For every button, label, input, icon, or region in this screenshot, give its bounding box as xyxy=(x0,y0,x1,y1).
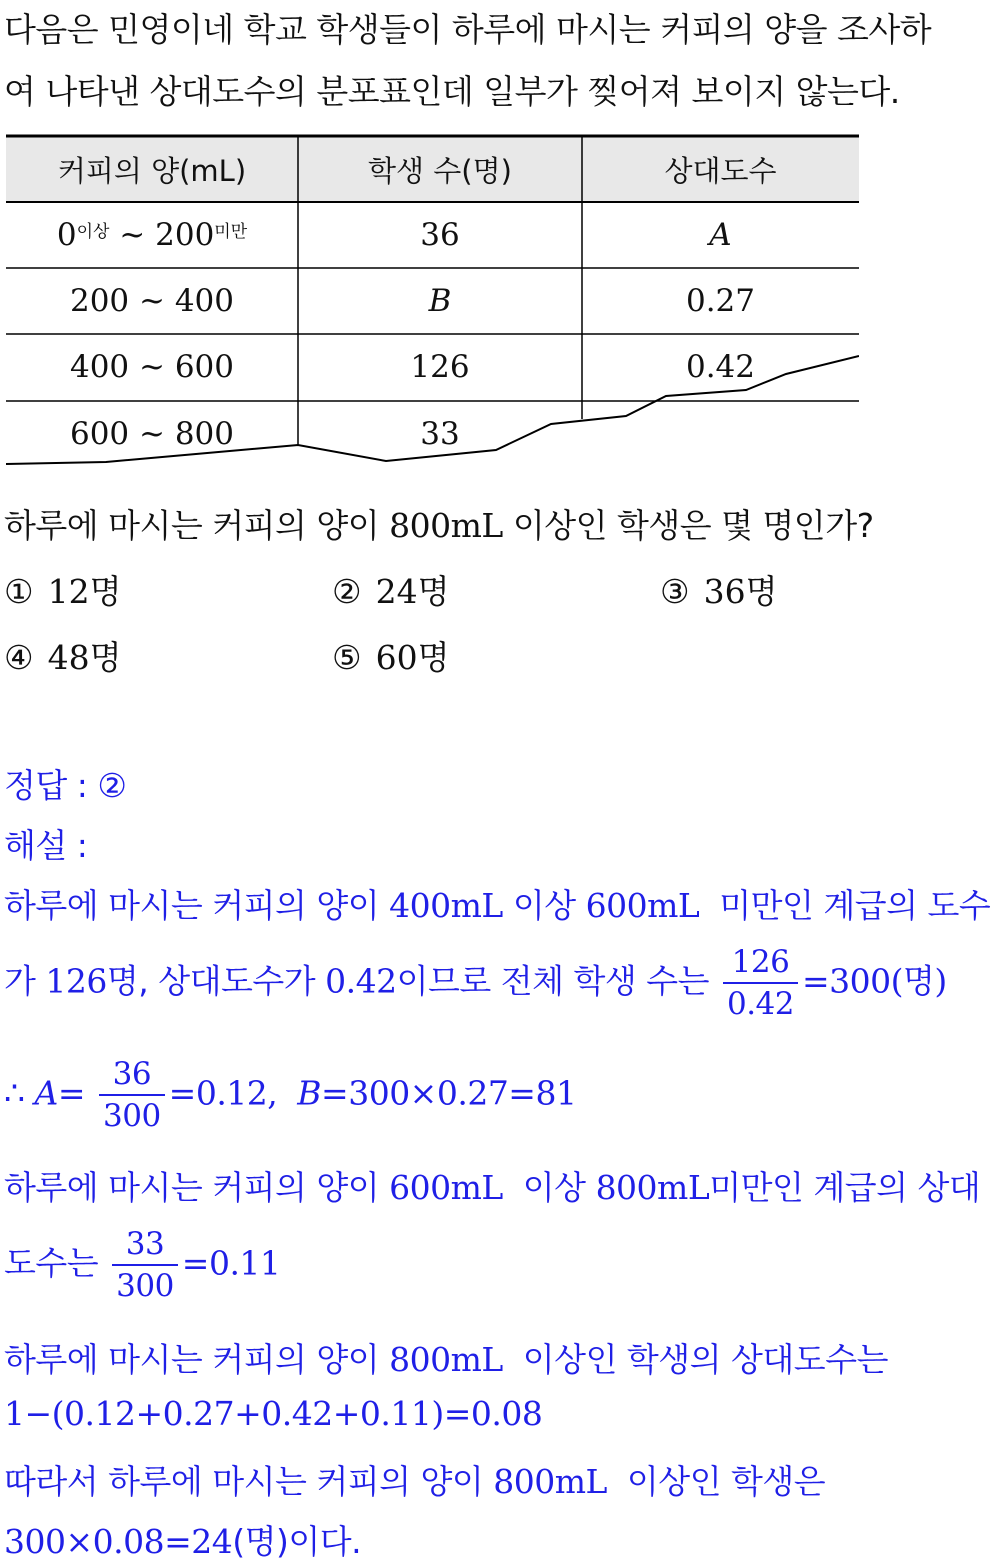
solution-math: 400mL xyxy=(389,886,503,925)
choice-number: ③ xyxy=(660,572,690,611)
fraction-denominator: 0.42 xyxy=(726,986,795,1022)
fraction-numerator: 33 xyxy=(125,1226,165,1262)
question-value: 800mL xyxy=(389,506,503,545)
solution-math: 126 xyxy=(45,961,107,1001)
choice-1[interactable] xyxy=(4,566,121,613)
range-low-suffix: 이상 xyxy=(76,221,110,242)
range-high: 200 xyxy=(155,217,215,253)
fraction-denominator: 300 xyxy=(116,1268,174,1304)
fraction-total xyxy=(723,942,798,1024)
solution-math: 800mL xyxy=(595,1168,710,1207)
solution-math: 300×0.08=24 xyxy=(4,1522,233,1561)
choice-4[interactable] xyxy=(4,632,121,679)
row-2-range: 200 ~ 400 xyxy=(69,283,235,319)
solution-text: 도수는 xyxy=(4,1243,109,1283)
question-text xyxy=(4,500,874,547)
row-1-count: 36 xyxy=(420,217,460,253)
relative-frequency-table xyxy=(6,134,859,474)
solution-text: 하루에 마시는 커피의 양이 xyxy=(4,1340,390,1379)
row-3-relative: 0.42 xyxy=(685,349,756,385)
row-2-relative: 0.27 xyxy=(685,283,756,319)
range-low: 0 xyxy=(56,217,77,253)
solution-line-4 xyxy=(4,1162,980,1209)
fraction-denominator: 300 xyxy=(103,1098,161,1134)
row-1-relative: A xyxy=(709,217,732,253)
solution-math: 600mL xyxy=(389,1168,503,1207)
choice-5[interactable] xyxy=(332,632,449,679)
choice-value: 24명 xyxy=(375,572,450,611)
explanation-label: 해설 : xyxy=(4,826,88,865)
solution-math: 600mL xyxy=(585,886,700,925)
choice-value: 48명 xyxy=(47,638,122,677)
row-2-count: B xyxy=(428,283,452,319)
variable-a: A xyxy=(34,1073,58,1113)
solution-text: 명, 상대도수가 xyxy=(106,961,326,1001)
solution-text: 따라서 하루에 마시는 커피의 양이 xyxy=(4,1462,494,1501)
solution-line-5 xyxy=(4,1224,280,1306)
answer-label: 정답 : ② xyxy=(4,766,127,805)
choice-2[interactable] xyxy=(332,566,449,613)
header-relative-frequency: 상대도수 xyxy=(664,153,777,188)
solution-math: 800mL xyxy=(389,1340,503,1379)
solution-math: 800mL xyxy=(493,1462,607,1501)
choice-value: 12명 xyxy=(47,572,122,611)
fraction-class-4 xyxy=(112,1224,178,1306)
header-coffee-amount: 커피의 양(mL) xyxy=(57,153,247,188)
solution-line-3 xyxy=(4,1054,576,1136)
solution-line-2 xyxy=(4,942,947,1024)
choice-number: ⑤ xyxy=(332,638,362,677)
row-4-range: 600 ~ 800 xyxy=(69,416,235,452)
header-student-count: 학생 수(명) xyxy=(368,153,512,188)
solution-text: 이상 xyxy=(502,886,586,925)
range-separator: ~ xyxy=(109,217,156,253)
fraction-numerator: 126 xyxy=(731,944,790,980)
choice-value: 60명 xyxy=(375,638,450,677)
row-1-range xyxy=(6,202,298,268)
solution-text: 가 xyxy=(4,961,46,1001)
therefore-symbol: ∴ xyxy=(4,1073,35,1113)
solution-text: 이상인 학생의 상대도수는 xyxy=(502,1340,888,1379)
choice-number: ① xyxy=(4,572,34,611)
row-3-range: 400 ~ 600 xyxy=(69,349,235,385)
solution-line-1 xyxy=(4,880,990,927)
choice-number: ④ xyxy=(4,638,34,677)
row-4-count: 33 xyxy=(420,416,460,452)
solution-text: 미만인 계급의 도수 xyxy=(699,886,991,925)
solution-line-7: 1−(0.12+0.27+0.42+0.11)=0.08 xyxy=(4,1394,543,1433)
choice-3[interactable] xyxy=(660,566,777,613)
solution-math: =0.12, xyxy=(168,1073,298,1113)
question-part: 하루에 마시는 커피의 양이 xyxy=(4,506,390,545)
solution-math: 0.42 xyxy=(325,961,397,1001)
solution-math: =0.11 xyxy=(181,1243,281,1283)
question-part: 이상인 학생은 몇 명인가? xyxy=(502,506,874,545)
solution-text: 하루에 마시는 커피의 양이 xyxy=(4,1168,390,1207)
choice-value: 36명 xyxy=(703,572,778,611)
solution-math: = xyxy=(57,1073,85,1113)
variable-b: B xyxy=(297,1073,322,1113)
solution-text: 이상 xyxy=(502,1168,596,1207)
problem-line-2: 여 나타낸 상대도수의 분포표인데 일부가 찢어져 보이지 않는다. xyxy=(4,72,900,111)
row-3-count: 126 xyxy=(410,349,470,385)
solution-text: 미만인 계급의 상대 xyxy=(709,1168,981,1207)
fraction-numerator: 36 xyxy=(112,1056,152,1092)
solution-math: =300×0.27=81 xyxy=(321,1073,577,1113)
solution-line-8 xyxy=(4,1456,825,1503)
solution-text: 이므로 전체 학생 수는 xyxy=(396,961,719,1001)
solution-line-9 xyxy=(4,1516,361,1563)
solution-text: (명)이다. xyxy=(232,1522,362,1561)
choice-number: ② xyxy=(332,572,362,611)
range-high-suffix: 미만 xyxy=(214,221,248,242)
fraction-a xyxy=(99,1054,165,1136)
solution-text: 하루에 마시는 커피의 양이 xyxy=(4,886,390,925)
solution-line-6 xyxy=(4,1334,888,1381)
solution-text: 이상인 학생은 xyxy=(606,1462,826,1501)
solution-math: =300(명) xyxy=(802,961,947,1001)
problem-line-1: 다음은 민영이네 학교 학생들이 하루에 마시는 커피의 양을 조사하 xyxy=(4,10,932,49)
